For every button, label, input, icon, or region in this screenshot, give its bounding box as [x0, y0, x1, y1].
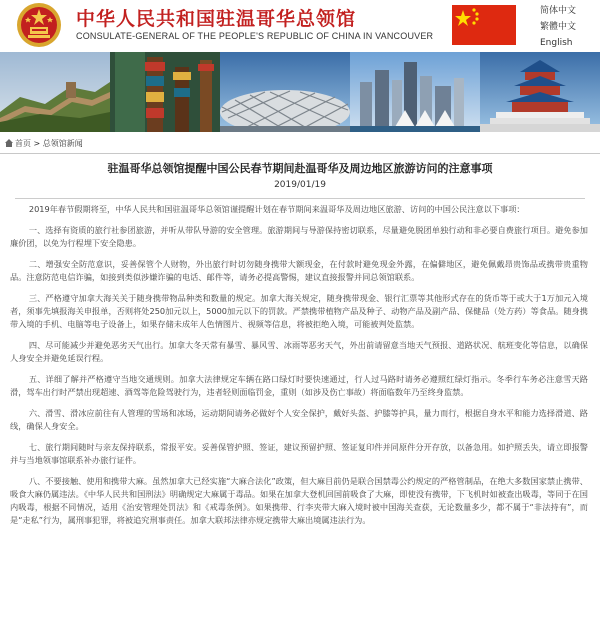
article-paragraph: 六、滑雪、滑冰应前往有人管理的雪场和冰场，运动期间请务必做好个人安全保护，戴好头盔、护膝等护具，量力而行，根据自身水平和能力选择滑道、路线，确保人身安全。 — [10, 408, 588, 431]
title-divider — [15, 198, 585, 199]
banner-image — [0, 52, 600, 132]
vancouver-skyline-photo — [350, 52, 480, 132]
china-flag-icon — [452, 5, 516, 45]
site-title: 中华人民共和国驻温哥华总领馆 — [76, 8, 357, 30]
site-header — [0, 0, 600, 52]
article-body — [10, 203, 588, 535]
stadium-photo — [220, 52, 350, 132]
breadcrumb-home-link[interactable]: 首页 — [15, 139, 31, 148]
article-paragraph: 五、详细了解并严格遵守当地交通规则。加拿大法律规定车辆在路口绿灯时要快速通过，行人过马路时请务必遵照红绿灯指示。冬季行车务必注意雪天路滑，驾车出行时严禁出现超速、酒驾等危险驾驶行为，违者轻则面临罚金，重则（如涉及伤亡事故）将面临数年乃至终身监禁。 — [10, 374, 588, 397]
totem-pole-photo — [110, 52, 220, 132]
national-emblem-icon — [16, 2, 62, 48]
breadcrumb-separator: > — [33, 139, 41, 148]
breadcrumb — [0, 136, 600, 154]
great-wall-photo — [0, 52, 110, 132]
article-paragraph: 一、选择有资质的旅行社参团旅游，并听从带队导游的安全管理。旅游期间与导游保持密切联系，尽量避免脱团单独行动和非必要自费旅行项目。避免参加廉价团，以免为行程埋下安全隐患。 — [10, 225, 588, 248]
lang-simplified-chinese[interactable]: 简体中文 — [540, 6, 577, 16]
article-paragraph: 四、尽可能减少并避免恶劣天气出行。加拿大冬天常有暴雪、暴风雪、冰雨等恶劣天气，外出前请留意当地天气预报、道路状况、航班变化等信息，以确保人身安全并避免延误行程。 — [10, 340, 588, 363]
language-switcher — [540, 3, 600, 51]
site-subtitle: CONSULATE-GENERAL OF THE PEOPLE'S REPUBLIC OF CHINA IN VANCOUVER — [76, 31, 434, 41]
article-paragraph: 八、不要接触、使用和携带大麻。虽然加拿大已经实施“大麻合法化”政策，但大麻目前仍是联合国禁毒公约规定的严格管制品，在绝大多数国家禁止携带、吸食大麻仍属违法。《中华人民共和国刑法》明确规定大麻属于毒品。如果在加拿大登机回国前吸食了大麻，即使没有携带，下飞机时如被查出吸毒，等同于在国内吸毒，根据不同情况，适用《治安管理处罚法》和《戒毒条例》。如果携带、行李夹带大麻入境时被中国海关查获，无论数量多少，都不属于“非法持有”，而是“走私”行为，属刑事犯罪，将被追究刑事责任。加拿大联邦法律亦规定携带大麻出境属违法行为。 — [10, 476, 588, 525]
temple-of-heaven-photo — [480, 52, 600, 132]
article-paragraph: 三、严格遵守加拿大海关关于随身携带物品种类和数量的规定。加拿大海关规定，随身携带现金、银行汇票等其他形式存在的货币等于或大于1万加元入境者，须事先填报海关申报单，否则将处250加元以上，5000加元以下的罚款。严禁携带植物产品及种子、动物产品及副产品、保健品（处方药）等食品。随身携带入境的手机、电脑等电子设备上，如果存储未成年人色情图片、视频等信息，将被拒绝入境，可能被判处监禁。 — [10, 293, 588, 329]
article-paragraph: 七、旅行期间随时与亲友保持联系，常报平安。妥善保管护照、签证，建议预留护照、签证复印件并同原件分开存放，以备急用。如护照丢失，请立即报警并与当地领事馆联系补办旅行证件。 — [10, 442, 588, 465]
breadcrumb-section-link[interactable]: 总领馆新闻 — [42, 139, 83, 148]
article-paragraph: 二、增强安全防范意识，妥善保管个人财物，外出旅行时切勿随身携带大额现金，在付款时避免现金外露，在偏僻地区，避免佩戴昂贵饰品或携带贵重物品。注意防范电信诈骗，如接到类似涉嫌诈骗的电话、邮件等，请务必提高警惕，建议直接报警并同总领馆联系。 — [10, 259, 588, 282]
lang-english[interactable]: English — [540, 38, 573, 48]
lang-traditional-chinese[interactable]: 繁體中文 — [540, 22, 577, 32]
article-date: 2019/01/19 — [274, 180, 326, 190]
article-paragraph: 2019年春节假期将至，中华人民共和国驻温哥华总领馆谨提醒计划在春节期间来温哥华及周边地区旅游、访问的中国公民注意以下事项： — [28, 204, 525, 214]
home-icon — [5, 139, 13, 147]
article-title: 驻温哥华总领馆提醒中国公民春节期间赴温哥华及周边地区旅游访问的注意事项 — [107, 162, 493, 175]
